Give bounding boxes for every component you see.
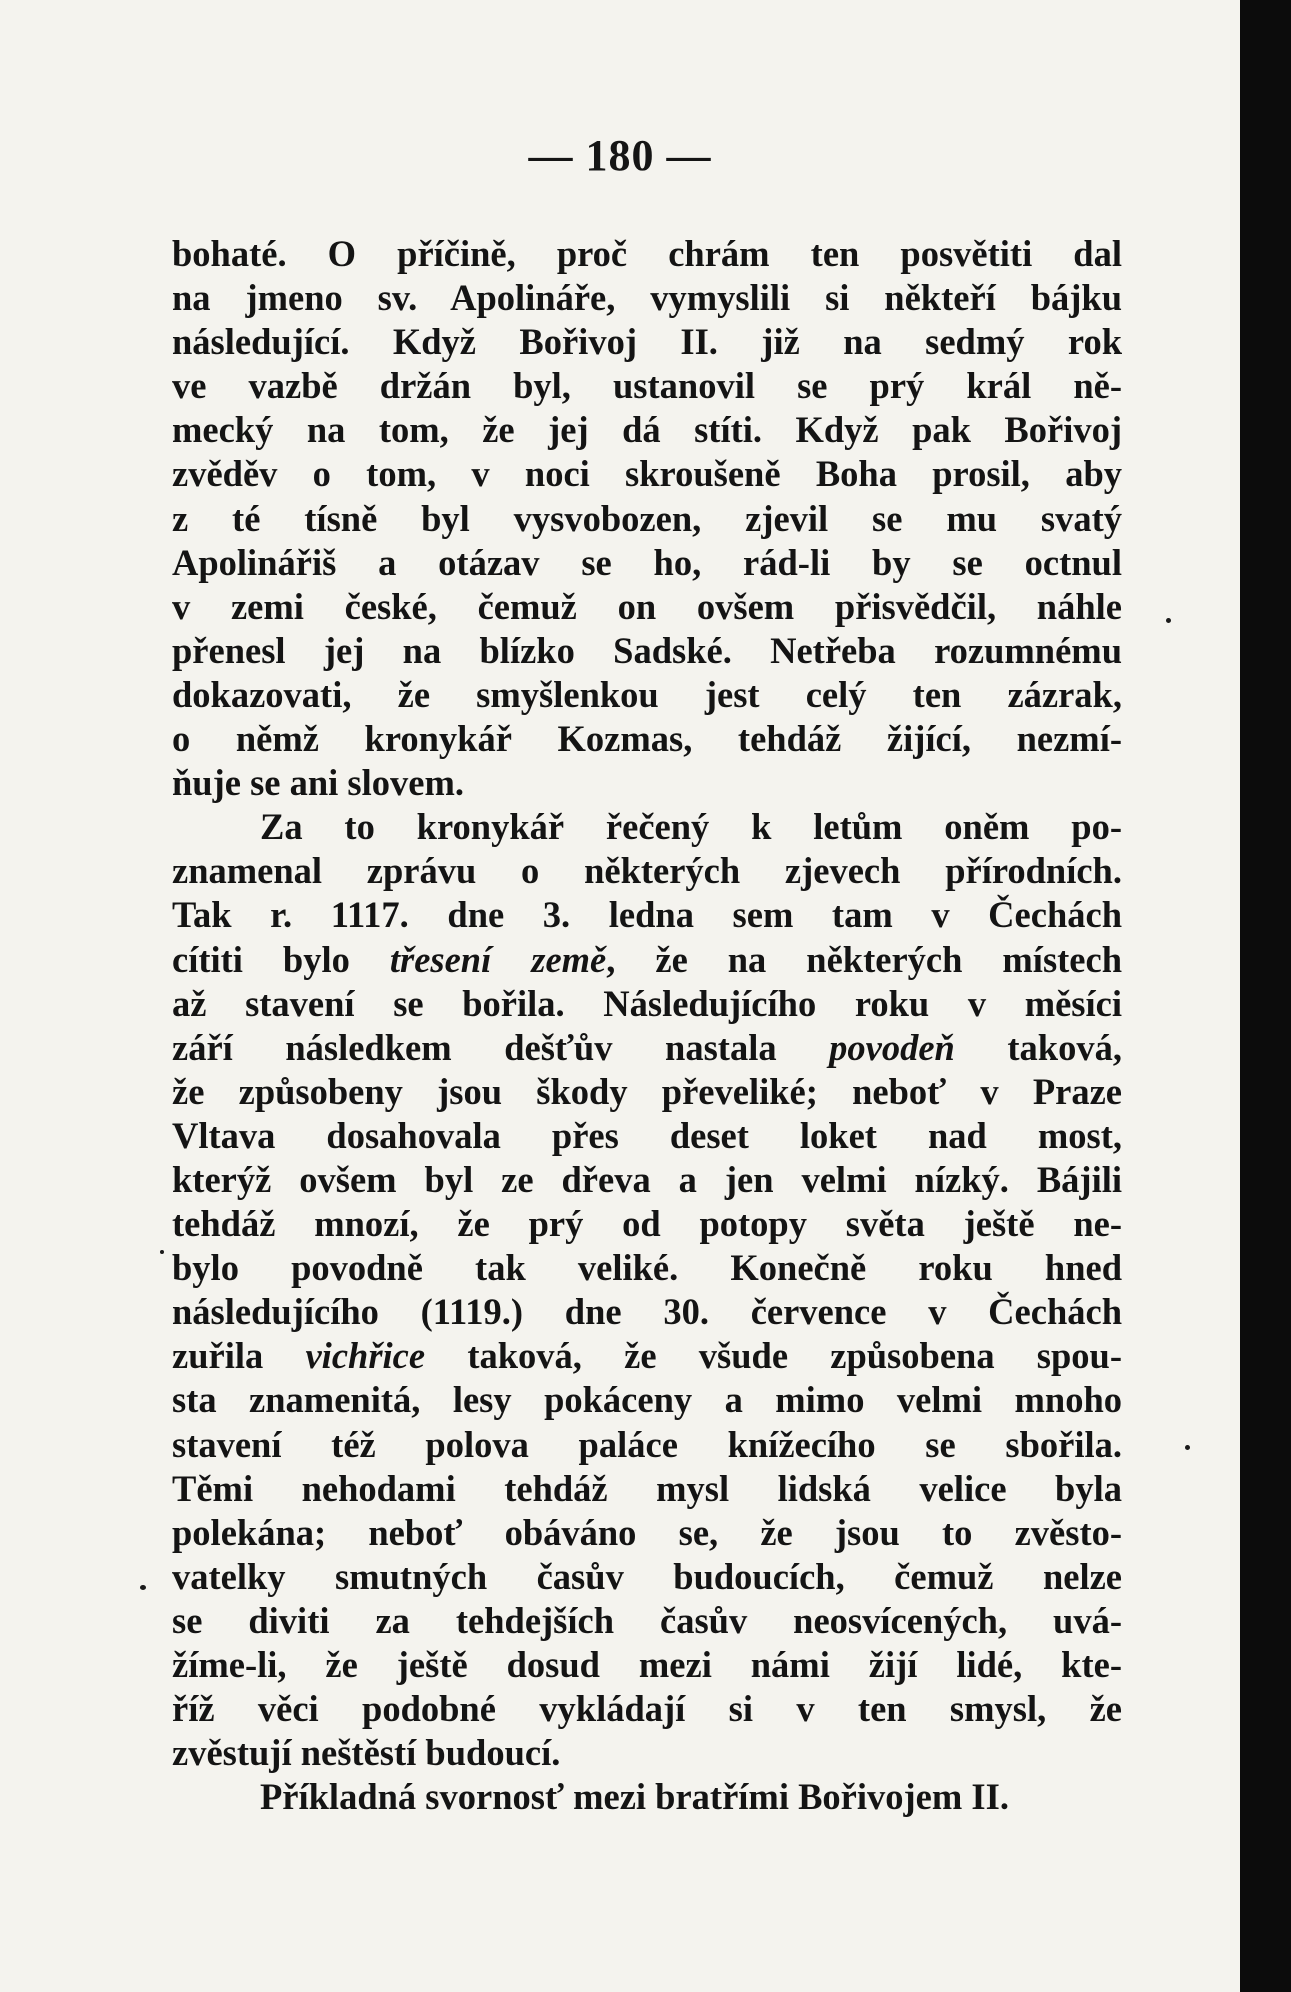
text-segment: Vltava dosahovala přes deset loket nad most, xyxy=(172,1114,1122,1156)
text-segment: Tak r. 1117. dne 3. ledna sem tam v Čechách xyxy=(172,894,1122,936)
text-segment: přenesl jej na blízko Sadské. Netřeba rozumnému xyxy=(172,629,1122,671)
text-line xyxy=(172,1643,1122,1687)
text-line xyxy=(172,1599,1122,1643)
emphasized-phrase: třesení země xyxy=(389,938,607,980)
text-line xyxy=(172,408,1122,452)
text-segment: stavení též polova paláce knížecího se sbořila. xyxy=(172,1423,1122,1465)
text-line xyxy=(172,673,1122,717)
emphasized-phrase: povodeň xyxy=(829,1026,955,1068)
text-line xyxy=(172,1202,1122,1246)
text-line xyxy=(172,1423,1122,1467)
scan-speck xyxy=(160,1250,164,1254)
text-line xyxy=(172,1334,1122,1378)
text-line xyxy=(172,364,1122,408)
text-line xyxy=(172,452,1122,496)
body-text xyxy=(172,232,1122,1819)
text-line xyxy=(172,320,1122,364)
text-segment: dokazovati, že smyšlenkou jest celý ten zázrak, xyxy=(172,673,1122,715)
text-line xyxy=(172,1290,1122,1334)
text-segment: žíme-li, že ještě dosud mezi námi žijí lidé, kte- xyxy=(172,1644,1122,1685)
emphasized-phrase: vichřice xyxy=(305,1335,426,1377)
text-segment: o němž kronykář Kozmas, tehdáž žijící, nezmí- xyxy=(172,718,1122,760)
text-segment: se diviti za tehdejších časův neosvícených, uvá- xyxy=(172,1599,1122,1641)
text-line xyxy=(172,761,1122,805)
text-segment: taková, že všude způsobena spou- xyxy=(425,1335,1123,1377)
text-segment: , že na některých místech xyxy=(606,938,1123,980)
text-segment: že způsobeny jsou škody převeliké; neboť v Praze xyxy=(172,1070,1122,1112)
text-segment: tehdáž mnozí, že prý od potopy světa ještě ne- xyxy=(172,1203,1122,1245)
text-segment: ňuje se ani slovem. xyxy=(172,762,464,804)
text-line xyxy=(172,1555,1122,1599)
text-segment: sta znamenitá, lesy pokáceny a mimo velmi mnoho xyxy=(172,1379,1122,1421)
text-line xyxy=(172,1511,1122,1555)
text-segment: taková, xyxy=(954,1026,1122,1068)
text-line xyxy=(172,629,1122,673)
page-number: — 180 — xyxy=(528,131,712,180)
text-segment: polekána; neboť obáváno se, že jsou to zvěsto- xyxy=(172,1511,1122,1553)
scan-speck xyxy=(1166,618,1171,623)
text-segment: na jmeno sv. Apolináře, vymyslili si někteří bájku xyxy=(172,277,1122,319)
text-segment: znamenal zprávu o některých zjevech přírodních. xyxy=(172,850,1122,892)
text-line xyxy=(172,982,1122,1026)
text-line xyxy=(172,1070,1122,1114)
text-segment: mecký na tom, že jej dá stíti. Když pak Bořivoj xyxy=(172,409,1122,451)
text-segment: září následkem dešťův nastala xyxy=(172,1026,830,1068)
text-line xyxy=(172,849,1122,893)
text-segment: bohaté. O příčině, proč chrám ten posvětiti dal xyxy=(172,233,1122,274)
text-line xyxy=(172,232,1122,276)
text-segment: cítiti bylo xyxy=(172,938,390,980)
text-line xyxy=(172,276,1122,320)
text-line xyxy=(172,1467,1122,1511)
text-line xyxy=(172,585,1122,629)
text-line xyxy=(172,717,1122,761)
text-segment: Apolinářiš a otázav se ho, rád-li by se octnul xyxy=(172,541,1122,583)
text-segment: zvěděv o tom, v noci skroušeně Boha prosil, aby xyxy=(172,453,1122,495)
text-line xyxy=(172,805,1122,849)
text-segment: vatelky smutných časův budoucích, čemuž nelze xyxy=(172,1555,1122,1597)
text-line xyxy=(172,1246,1122,1290)
text-segment: Za to kronykář řečený k letům oněm po- xyxy=(260,806,1122,848)
text-line xyxy=(172,938,1122,982)
text-line xyxy=(172,1378,1122,1422)
text-segment: Příkladná svornosť mezi bratřími Bořivojem II. xyxy=(260,1776,1009,1818)
text-segment: následující. Když Bořivoj II. již na sedmý rok xyxy=(172,321,1122,363)
scan-edge xyxy=(1240,0,1291,1992)
text-segment: Těmi nehodami tehdáž mysl lidská velice byla xyxy=(172,1467,1122,1509)
scan-speck xyxy=(140,1585,146,1590)
text-segment: následujícího (1119.) dne 30. července v Čechách xyxy=(172,1291,1122,1333)
text-segment: z té tísně byl vysvobozen, zjevil se mu svatý xyxy=(172,497,1122,539)
text-line xyxy=(172,893,1122,937)
text-line xyxy=(172,1026,1122,1070)
text-line xyxy=(172,1158,1122,1202)
text-line xyxy=(172,1731,1122,1775)
text-segment: říž věci podobné vykládají si v ten smysl, že xyxy=(172,1688,1122,1730)
text-segment: bylo povodně tak veliké. Konečně roku hned xyxy=(172,1247,1122,1289)
text-line xyxy=(172,1114,1122,1158)
text-segment: zvěstují neštěstí budoucí. xyxy=(172,1732,561,1774)
scan-speck xyxy=(1185,1445,1190,1450)
text-line xyxy=(172,1775,1122,1819)
text-segment: zuřila xyxy=(172,1335,306,1377)
text-segment: ve vazbě držán byl, ustanovil se prý král ně- xyxy=(172,365,1122,407)
text-segment: kterýž ovšem byl ze dřeva a jen velmi nízký. Bájili xyxy=(172,1158,1122,1200)
text-line xyxy=(172,1687,1122,1731)
text-segment: až stavení se bořila. Následujícího roku v měsíci xyxy=(172,982,1122,1024)
text-line xyxy=(172,497,1122,541)
text-segment: v zemi české, čemuž on ovšem přisvědčil, náhle xyxy=(172,585,1122,627)
text-line xyxy=(172,541,1122,585)
